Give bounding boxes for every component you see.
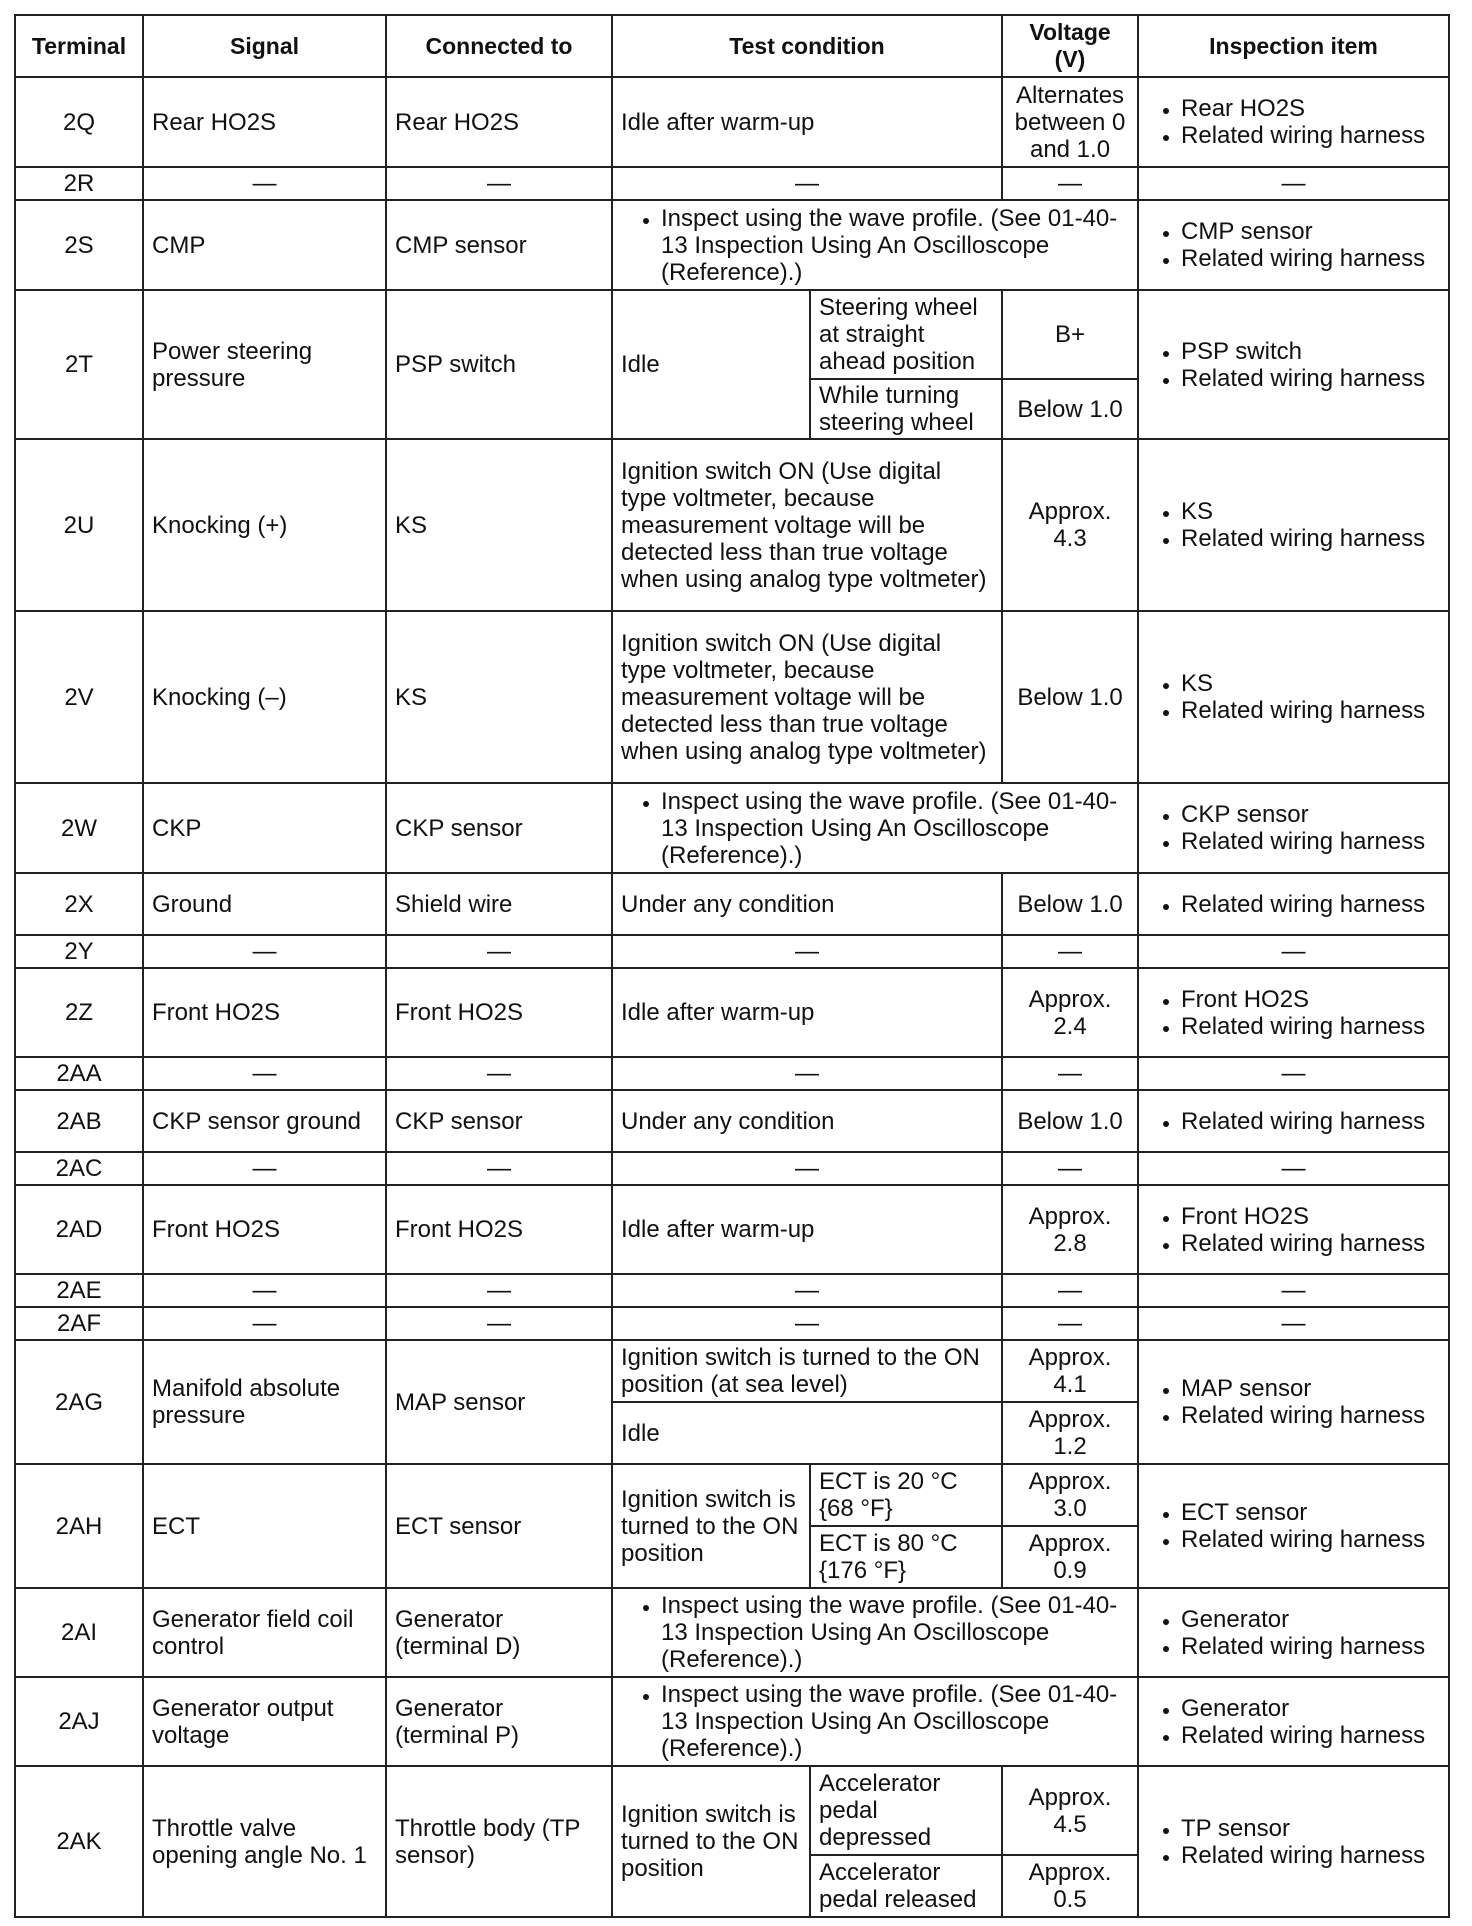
test-condition-cell: Idle <box>612 290 810 439</box>
sub-condition-cell: ECT is 80 °C {176 °F} <box>810 1526 1002 1588</box>
inspection-item: • CKP sensor <box>1181 801 1440 828</box>
table-row <box>15 200 1449 290</box>
test-condition-cell: Ignition switch ON (Use digital type voltmeter, because measurement voltage will be detected less than true voltage when using analog type voltmeter) <box>612 611 1002 783</box>
terminal-cell: 2AG <box>15 1340 143 1464</box>
inspection-item: • Related wiring harness <box>1181 697 1440 724</box>
connected-cell: MAP sensor <box>386 1340 612 1464</box>
test-condition-cell <box>612 1588 1138 1677</box>
voltage-cell: Approx. 4.3 <box>1002 439 1138 611</box>
inspection-item: • Related wiring harness <box>1181 828 1440 855</box>
inspection-item: • Related wiring harness <box>1181 245 1440 272</box>
inspection-cell <box>1138 1185 1449 1274</box>
signal-cell: Throttle valve opening angle No. 1 <box>143 1766 386 1917</box>
dash-cell: — <box>1138 1307 1449 1340</box>
voltage-cell: Below 1.0 <box>1002 379 1138 439</box>
header-voltage: Voltage (V) <box>1002 15 1138 77</box>
sub-condition-cell: While turning steering wheel <box>810 379 1002 439</box>
inspection-cell <box>1138 77 1449 167</box>
inspection-cell <box>1138 873 1449 935</box>
signal-cell: ECT <box>143 1464 386 1588</box>
voltage-cell: Approx. 1.2 <box>1002 1402 1138 1464</box>
signal-cell: CMP <box>143 200 386 290</box>
terminal-cell: 2X <box>15 873 143 935</box>
terminal-cell: 2AH <box>15 1464 143 1588</box>
terminal-cell: 2AJ <box>15 1677 143 1766</box>
inspection-cell <box>1138 1340 1449 1464</box>
table-row <box>15 1307 1449 1340</box>
dash-cell: — <box>1138 167 1449 200</box>
voltage-cell: Approx. 4.1 <box>1002 1340 1138 1402</box>
dash-cell: — <box>1002 1152 1138 1185</box>
terminal-cell: 2AD <box>15 1185 143 1274</box>
dash-cell: — <box>143 1152 386 1185</box>
dash-cell: — <box>1138 1152 1449 1185</box>
inspection-item: • Related wiring harness <box>1181 1402 1440 1429</box>
sub-condition-cell: Steering wheel at straight ahead position <box>810 290 1002 379</box>
table-row <box>15 77 1449 167</box>
signal-cell: CKP sensor ground <box>143 1090 386 1152</box>
header-test-condition: Test condition <box>612 15 1002 77</box>
terminal-cell: 2AE <box>15 1274 143 1307</box>
inspection-cell <box>1138 968 1449 1057</box>
terminal-cell: 2AC <box>15 1152 143 1185</box>
inspection-item: • ECT sensor <box>1181 1499 1440 1526</box>
connected-cell: Generator (terminal D) <box>386 1588 612 1677</box>
inspection-cell <box>1138 1677 1449 1766</box>
dash-cell: — <box>1002 1057 1138 1090</box>
voltage-cell: Approx. 2.4 <box>1002 968 1138 1057</box>
dash-cell: — <box>1138 1057 1449 1090</box>
inspection-item: • Related wiring harness <box>1181 525 1440 552</box>
inspection-item: • Related wiring harness <box>1181 1842 1440 1869</box>
table-row <box>15 1464 1449 1526</box>
test-condition-cell: Idle after warm-up <box>612 1185 1002 1274</box>
sub-condition-cell: ECT is 20 °C {68 °F} <box>810 1464 1002 1526</box>
inspection-item: • Front HO2S <box>1181 986 1440 1013</box>
dash-cell: — <box>612 1152 1002 1185</box>
dash-cell: — <box>386 1274 612 1307</box>
signal-cell: Knocking (+) <box>143 439 386 611</box>
terminal-cell: 2Q <box>15 77 143 167</box>
table-row <box>15 1185 1449 1274</box>
signal-cell: CKP <box>143 783 386 873</box>
table-row <box>15 968 1449 1057</box>
dash-cell: — <box>386 935 612 968</box>
connected-cell: Front HO2S <box>386 1185 612 1274</box>
dash-cell: — <box>143 1057 386 1090</box>
terminal-cell: 2AI <box>15 1588 143 1677</box>
voltage-cell: Approx. 4.5 <box>1002 1766 1138 1855</box>
dash-cell: — <box>612 1057 1002 1090</box>
table-row <box>15 611 1449 783</box>
terminal-cell: 2U <box>15 439 143 611</box>
inspection-item: • Rear HO2S <box>1181 95 1440 122</box>
terminal-cell: 2R <box>15 167 143 200</box>
inspection-item: • PSP switch <box>1181 338 1440 365</box>
signal-cell: Front HO2S <box>143 1185 386 1274</box>
dash-cell: — <box>386 1152 612 1185</box>
inspection-item: • KS <box>1181 670 1440 697</box>
inspection-cell <box>1138 611 1449 783</box>
connected-cell: Generator (terminal P) <box>386 1677 612 1766</box>
terminal-cell: 2AA <box>15 1057 143 1090</box>
dash-cell: — <box>386 1307 612 1340</box>
voltage-cell: B+ <box>1002 290 1138 379</box>
signal-cell: Knocking (–) <box>143 611 386 783</box>
voltage-cell: Approx. 0.9 <box>1002 1526 1138 1588</box>
dash-cell: — <box>612 1274 1002 1307</box>
voltage-cell: Approx. 2.8 <box>1002 1185 1138 1274</box>
table-row <box>15 873 1449 935</box>
terminal-inspection-table <box>14 14 1450 1918</box>
test-condition-cell: Under any condition <box>612 1090 1002 1152</box>
terminal-cell: 2T <box>15 290 143 439</box>
terminal-cell: 2AF <box>15 1307 143 1340</box>
dash-cell: — <box>1002 167 1138 200</box>
sub-condition-cell: Accelerator pedal released <box>810 1855 1002 1917</box>
inspection-item: • Related wiring harness <box>1181 122 1440 149</box>
test-condition-item: • Inspect using the wave profile. (See 01-40-13 Inspection Using An Oscilloscope (Reference).) <box>661 1592 1129 1673</box>
inspection-item: • Related wiring harness <box>1181 365 1440 392</box>
sub-condition-cell: Idle <box>612 1402 1002 1464</box>
header-inspection-item: Inspection item <box>1138 15 1449 77</box>
connected-cell: ECT sensor <box>386 1464 612 1588</box>
connected-cell: Front HO2S <box>386 968 612 1057</box>
signal-cell: Generator output voltage <box>143 1677 386 1766</box>
terminal-cell: 2S <box>15 200 143 290</box>
connected-cell: CKP sensor <box>386 1090 612 1152</box>
inspection-item: • Related wiring harness <box>1181 1526 1440 1553</box>
voltage-cell: Approx. 0.5 <box>1002 1855 1138 1917</box>
inspection-cell <box>1138 200 1449 290</box>
connected-cell: Rear HO2S <box>386 77 612 167</box>
connected-cell: Shield wire <box>386 873 612 935</box>
dash-cell: — <box>386 167 612 200</box>
signal-cell: Rear HO2S <box>143 77 386 167</box>
terminal-cell: 2AK <box>15 1766 143 1917</box>
sub-condition-cell: Ignition switch is turned to the ON position (at sea level) <box>612 1340 1002 1402</box>
inspection-item: • Related wiring harness <box>1181 1722 1440 1749</box>
inspection-item: • Related wiring harness <box>1181 1633 1440 1660</box>
dash-cell: — <box>143 167 386 200</box>
dash-cell: — <box>143 1274 386 1307</box>
test-condition-cell <box>612 783 1138 873</box>
test-condition-cell <box>612 200 1138 290</box>
inspection-cell <box>1138 1464 1449 1588</box>
test-condition-cell: Ignition switch is turned to the ON position <box>612 1464 810 1588</box>
dash-cell: — <box>1002 935 1138 968</box>
test-condition-cell: Ignition switch ON (Use digital type voltmeter, because measurement voltage will be detected less than true voltage when using analog type voltmeter) <box>612 439 1002 611</box>
test-condition-item: • Inspect using the wave profile. (See 01-40-13 Inspection Using An Oscilloscope (Reference).) <box>661 205 1129 286</box>
dash-cell: — <box>612 167 1002 200</box>
dash-cell: — <box>612 1307 1002 1340</box>
connected-cell: CMP sensor <box>386 200 612 290</box>
table-row <box>15 1766 1449 1855</box>
inspection-item: • Related wiring harness <box>1181 1013 1440 1040</box>
dash-cell: — <box>143 1307 386 1340</box>
voltage-cell: Below 1.0 <box>1002 611 1138 783</box>
test-condition-cell: Ignition switch is turned to the ON position <box>612 1766 810 1917</box>
test-condition-cell: Idle after warm-up <box>612 968 1002 1057</box>
table-row <box>15 167 1449 200</box>
table-row <box>15 1588 1449 1677</box>
voltage-cell: Below 1.0 <box>1002 1090 1138 1152</box>
inspection-item: • CMP sensor <box>1181 218 1440 245</box>
test-condition-item: • Inspect using the wave profile. (See 01-40-13 Inspection Using An Oscilloscope (Reference).) <box>661 788 1129 869</box>
inspection-item: • Related wiring harness <box>1181 891 1440 918</box>
inspection-cell <box>1138 1588 1449 1677</box>
inspection-item: • Related wiring harness <box>1181 1230 1440 1257</box>
dash-cell: — <box>1002 1274 1138 1307</box>
test-condition-cell: Idle after warm-up <box>612 77 1002 167</box>
test-condition-cell: Under any condition <box>612 873 1002 935</box>
dash-cell: — <box>386 1057 612 1090</box>
voltage-cell: Below 1.0 <box>1002 873 1138 935</box>
dash-cell: — <box>1138 935 1449 968</box>
terminal-cell: 2Y <box>15 935 143 968</box>
inspection-item: • Generator <box>1181 1606 1440 1633</box>
connected-cell: CKP sensor <box>386 783 612 873</box>
dash-cell: — <box>1138 1274 1449 1307</box>
inspection-cell <box>1138 1766 1449 1917</box>
header-terminal: Terminal <box>15 15 143 77</box>
inspection-item: • KS <box>1181 498 1440 525</box>
header-signal: Signal <box>143 15 386 77</box>
terminal-cell: 2V <box>15 611 143 783</box>
inspection-item: • TP sensor <box>1181 1815 1440 1842</box>
table-row <box>15 935 1449 968</box>
terminal-cell: 2AB <box>15 1090 143 1152</box>
signal-cell: Power steering pressure <box>143 290 386 439</box>
inspection-item: • Generator <box>1181 1695 1440 1722</box>
connected-cell: PSP switch <box>386 290 612 439</box>
dash-cell: — <box>612 935 1002 968</box>
voltage-cell: Approx. 3.0 <box>1002 1464 1138 1526</box>
table-row <box>15 1152 1449 1185</box>
connected-cell: KS <box>386 611 612 783</box>
table-row <box>15 1057 1449 1090</box>
voltage-cell: Alternates between 0 and 1.0 <box>1002 77 1138 167</box>
dash-cell: — <box>1002 1307 1138 1340</box>
inspection-cell <box>1138 290 1449 439</box>
inspection-cell <box>1138 439 1449 611</box>
terminal-cell: 2W <box>15 783 143 873</box>
inspection-item: • Related wiring harness <box>1181 1108 1440 1135</box>
test-condition-cell <box>612 1677 1138 1766</box>
table-row <box>15 783 1449 873</box>
signal-cell: Generator field coil control <box>143 1588 386 1677</box>
inspection-cell <box>1138 1090 1449 1152</box>
header-connected-to: Connected to <box>386 15 612 77</box>
signal-cell: Ground <box>143 873 386 935</box>
table-row <box>15 290 1449 379</box>
table-row <box>15 1340 1449 1402</box>
table-row <box>15 1677 1449 1766</box>
table-row <box>15 439 1449 611</box>
inspection-item: • Front HO2S <box>1181 1203 1440 1230</box>
table-row <box>15 1090 1449 1152</box>
test-condition-item: • Inspect using the wave profile. (See 01-40-13 Inspection Using An Oscilloscope (Reference).) <box>661 1681 1129 1762</box>
sub-condition-cell: Accelerator pedal depressed <box>810 1766 1002 1855</box>
signal-cell: Manifold absolute pressure <box>143 1340 386 1464</box>
terminal-cell: 2Z <box>15 968 143 1057</box>
table-header-row <box>15 15 1449 77</box>
inspection-item: • MAP sensor <box>1181 1375 1440 1402</box>
signal-cell: Front HO2S <box>143 968 386 1057</box>
table-row <box>15 1274 1449 1307</box>
inspection-cell <box>1138 783 1449 873</box>
dash-cell: — <box>143 935 386 968</box>
connected-cell: Throttle body (TP sensor) <box>386 1766 612 1917</box>
connected-cell: KS <box>386 439 612 611</box>
